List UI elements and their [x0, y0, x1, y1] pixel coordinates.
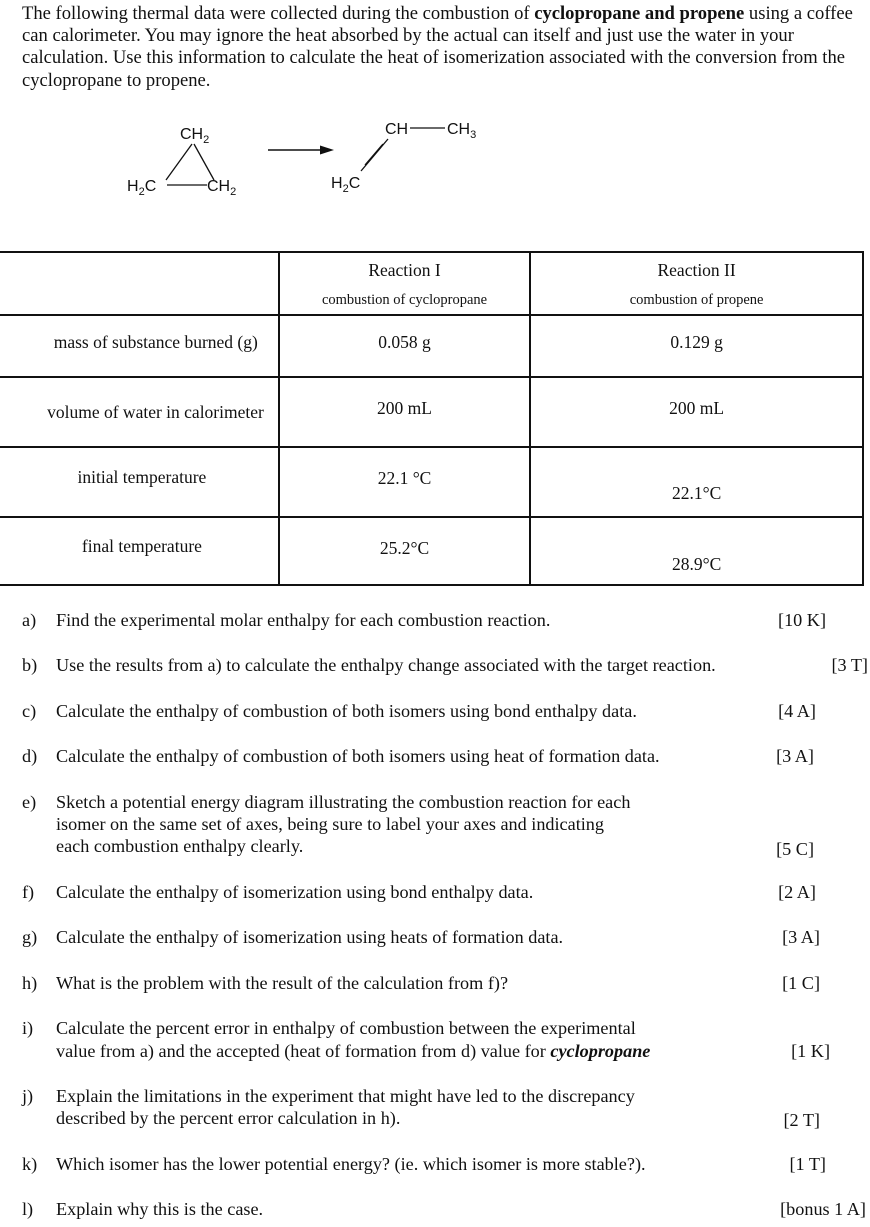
- table-row-initial-temp: [0, 447, 863, 517]
- question-f: f) Calculate the enthalpy of isomerization using bond enthalpy data. [2 A]: [22, 882, 816, 902]
- cyclo-bond-left: [166, 144, 192, 180]
- reaction-2-title: Reaction II: [657, 260, 736, 280]
- initial-temp-value-2: 22.1°C: [530, 447, 863, 517]
- row-label-mass: mass of substance burned (g): [0, 315, 279, 377]
- reaction-2-header: [530, 252, 863, 315]
- initial-temp-value-1: 22.1 °C: [279, 447, 530, 517]
- question-d: d) Calculate the enthalpy of combustion of both isomers using heat of formation data. [3 A]: [22, 746, 814, 766]
- propene-ch-label: CH: [385, 121, 409, 138]
- question-l: l) Explain why this is the case. [bonus 1 A]: [22, 1199, 866, 1219]
- intro-text-1: The following thermal data were collected during the combustion of: [22, 3, 535, 24]
- table-row-final-temp: [0, 517, 863, 585]
- cyclopropane-structure: [127, 126, 236, 198]
- volume-value-1: 200 mL: [279, 377, 530, 447]
- cyclo-left-label: $H_2C$: [127, 178, 157, 198]
- row-label-final-temp: final temperature: [0, 517, 279, 585]
- question-e: e) Sketch a potential energy diagram illustrating the combustion reaction for each isomer on the same set of axes, being sure to label your axes and indicating each combustion enthalpy clearly. [5 C]: [22, 792, 814, 859]
- question-g: g) Calculate the enthalpy of isomerization using heats of formation data. [3 A]: [22, 927, 820, 947]
- final-temp-value-2: 28.9°C: [530, 517, 863, 585]
- mass-value-2: 0.129 g: [530, 315, 863, 377]
- volume-value-2: 200 mL: [530, 377, 863, 447]
- table-row-volume: [0, 377, 863, 447]
- propene-ch3-label: $CH_3$: [447, 121, 477, 141]
- propene-structure: [331, 121, 476, 195]
- reaction-2-subtitle: combustion of propene: [629, 292, 764, 308]
- cyclo-bond-right: [194, 144, 214, 180]
- cyclo-right-label: $CH_2$: [207, 178, 237, 198]
- row-label-volume: volume of water in calorimeter: [0, 377, 279, 447]
- intro-bold: cyclopropane and propene: [534, 3, 745, 24]
- question-k: k) Which isomer has the lower potential energy? (ie. which isomer is more stable?). [1 T]: [22, 1154, 826, 1174]
- propene-h2c-label: $H_2C$: [331, 175, 361, 195]
- reaction-arrow: [268, 146, 334, 155]
- table-header-row: [0, 252, 863, 315]
- question-a: a) Find the experimental molar enthalpy for each combustion reaction. [10 K]: [22, 610, 826, 630]
- row-label-initial-temp: initial temperature: [0, 447, 279, 517]
- question-i: i) Calculate the percent error in enthalpy of combustion between the experimental value from a) and the accepted (heat of formation from d) value for cyclopropane [1 K]: [22, 1018, 830, 1061]
- mass-value-1: 0.058 g: [279, 315, 530, 377]
- question-j: j) Explain the limitations in the experiment that might have led to the discrepancy described by the percent error calculation in h). [2 T]: [22, 1086, 820, 1130]
- reaction-1-subtitle: combustion of cyclopropane: [321, 292, 488, 308]
- question-h: h) What is the problem with the result of the calculation from f)? [1 C]: [22, 973, 820, 993]
- final-temp-value-1: 25.2°C: [279, 517, 530, 585]
- table-corner-cell: [0, 252, 279, 315]
- question-c: c) Calculate the enthalpy of combustion of both isomers using bond enthalpy data. [4 A]: [22, 701, 816, 721]
- question-b: b) Use the results from a) to calculate the enthalpy change associated with the target reaction. [3 T]: [22, 655, 868, 675]
- reaction-1-title: Reaction I: [368, 260, 441, 280]
- table-row-mass: [0, 315, 863, 377]
- propene-double-bond-2: [365, 144, 383, 165]
- intro-paragraph: [22, 3, 864, 92]
- intro-text-2: using a coffee can calorimeter. You may ignore the heat absorbed by the actual can itself and just use the water in your calculation. Use this information to calculate the heat of isomerization associated with the conversion from the cyclopropane to propene.: [22, 3, 853, 91]
- reaction-1-header: [279, 252, 530, 315]
- propene-double-bond-1: [361, 139, 388, 171]
- cyclo-top-label: $CH_2$: [180, 126, 210, 146]
- thermal-data-table: [0, 251, 864, 586]
- reaction-scheme: [0, 108, 870, 208]
